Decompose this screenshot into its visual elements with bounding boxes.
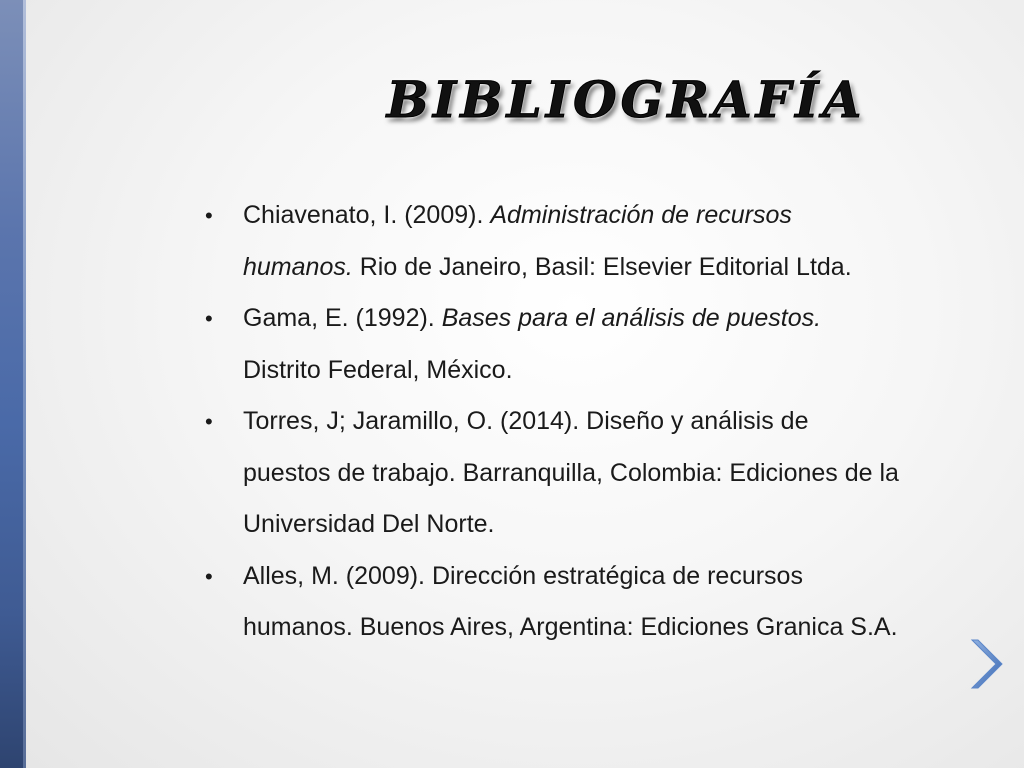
next-slide-button[interactable] — [964, 636, 1004, 692]
bullet-icon: • — [205, 563, 213, 589]
reference-text: Torres, J; Jaramillo, O. (2014). Diseño y análisis de puestos de trabajo. Barranquilla, Colombia: Ediciones de la Universidad Del Norte. — [243, 407, 899, 538]
reference-work-title: Bases para el análisis de puestos. — [441, 304, 822, 332]
list-item — [201, 190, 901, 293]
slide-canvas — [26, 0, 1024, 768]
bullet-icon: • — [205, 306, 213, 331]
reference-list — [201, 190, 901, 654]
reference-work-title: Administración de recursos humanos. — [243, 201, 792, 281]
slide-title: BIBLIOGRAFÍA — [386, 70, 866, 129]
list-item — [201, 293, 901, 396]
bullet-icon: • — [205, 203, 213, 228]
side-accent-bar — [0, 0, 26, 768]
reference-text: Alles, M. (2009). Dirección estratégica de recursos humanos. Buenos Aires, Argentina: Ediciones Granica S.A. — [243, 561, 898, 641]
reference-author: Gama, E. (1992). — [243, 304, 442, 332]
bullet-icon: • — [205, 409, 213, 434]
chevron-right-icon — [964, 636, 1004, 692]
reference-publisher: Distrito Federal, México. — [243, 355, 513, 384]
list-item — [201, 396, 901, 551]
reference-publisher: Rio de Janeiro, Basil: Elsevier Editorial Ltda. — [352, 252, 852, 281]
list-item — [201, 551, 901, 654]
reference-author: Chiavenato, I. (2009). — [243, 201, 491, 229]
